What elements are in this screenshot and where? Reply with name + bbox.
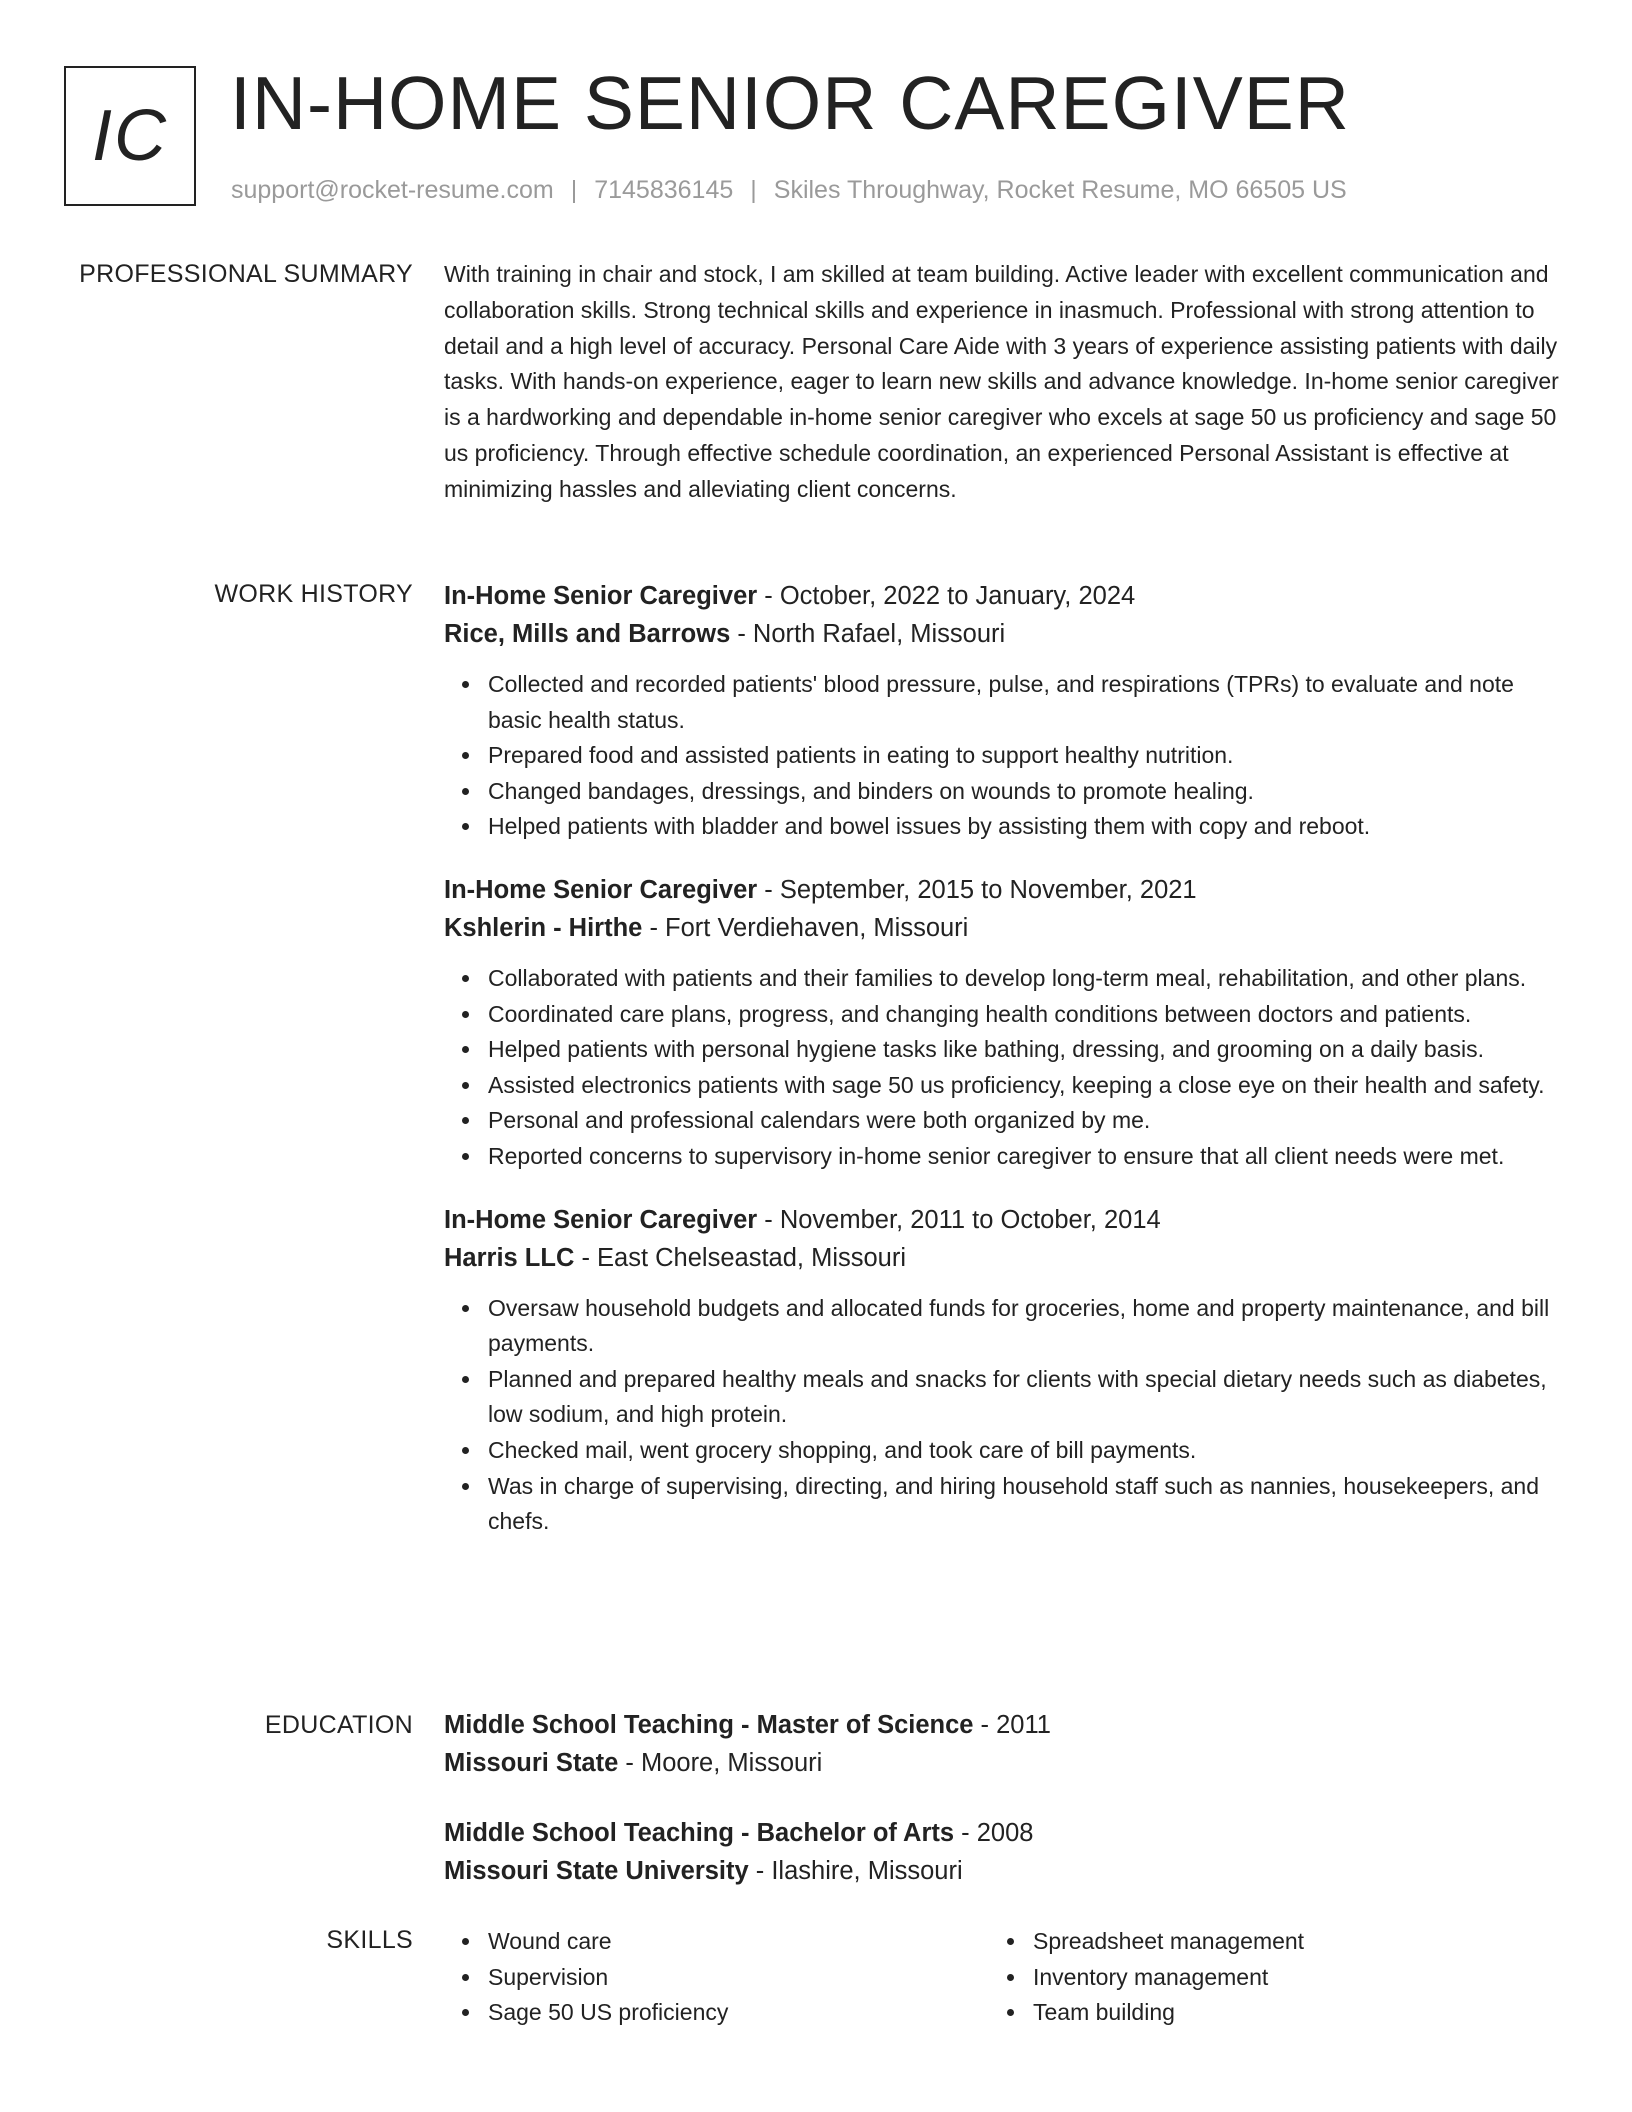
job-role: In-Home Senior Caregiver	[444, 582, 758, 610]
job-bullet: Oversaw household budgets and allocated funds for groceries, home and property maintenance, and bill payments.	[488, 1291, 1564, 1362]
phone-number: 7145836145	[594, 176, 734, 204]
job-entry	[444, 871, 1564, 1175]
skill-item: Supervision	[488, 1960, 989, 1996]
education-year: - 2008	[954, 1819, 1034, 1847]
job-company-line	[444, 909, 1564, 947]
job-company-line	[444, 615, 1564, 653]
job-bullet: Helped patients with bladder and bowel issues by assisting them with copy and reboot.	[488, 809, 1564, 845]
summary-text: With training in chair and stock, I am skilled at team building. Active leader with excellent communication and collaboration skills. Strong technical skills and experience in inasmuch. Professional with strong attention to detail and a high level of accuracy. Personal Care Aide with 3 years of experience assisting patients with daily tasks. With hands-on experience, eager to learn new skills and advance knowledge. In-home senior caregiver is a hardworking and dependable in-home senior caregiver who excels at sage 50 us proficiency and sage 50 us proficiency. Through effective schedule coordination, an experienced Personal Assistant is effective at minimizing hassles and alleviating client concerns.	[444, 261, 1559, 502]
education-degree-line	[444, 1814, 1564, 1852]
contact-line	[231, 174, 1347, 206]
skills-list-left	[444, 1924, 989, 2031]
job-location: - North Rafael, Missouri	[730, 620, 1006, 648]
skill-item: Spreadsheet management	[1033, 1924, 1534, 1960]
job-role-line	[444, 577, 1564, 615]
job-bullet: Reported concerns to supervisory in-home senior caregiver to ensure that all client needs were met.	[488, 1139, 1564, 1175]
education-school: Missouri State	[444, 1749, 619, 1777]
job-bullets	[444, 1291, 1564, 1540]
candidate-name: IN-HOME SENIOR CAREGIVER	[230, 61, 1350, 145]
skill-item: Sage 50 US proficiency	[488, 1995, 989, 2031]
job-role-line	[444, 871, 1564, 909]
job-role: In-Home Senior Caregiver	[444, 875, 758, 904]
job-bullet: Collaborated with patients and their families to develop long-term meal, rehabilitation, and other plans.	[488, 961, 1564, 997]
job-role: In-Home Senior Caregiver	[444, 1205, 758, 1234]
job-dates: - November, 2011 to October, 2014	[757, 1205, 1161, 1234]
education-year: - 2011	[973, 1711, 1051, 1739]
education-degree-line	[444, 1706, 1564, 1744]
education-degree: Middle School Teaching - Master of Science	[444, 1711, 974, 1739]
job-bullet: Assisted electronics patients with sage 50 us proficiency, keeping a close eye on their health and safety.	[488, 1068, 1564, 1104]
education-degree: Middle School Teaching - Bachelor of Arts	[444, 1819, 955, 1847]
job-bullet: Planned and prepared healthy meals and snacks for clients with special dietary needs such as diabetes, low sodium, and high protein.	[488, 1362, 1564, 1433]
job-location: - Fort Verdiehaven, Missouri	[642, 913, 969, 942]
contact-separator: |	[570, 176, 578, 204]
contact-separator: |	[750, 176, 757, 204]
education-location: - Moore, Missouri	[618, 1749, 823, 1777]
education-entry	[444, 1814, 1564, 1890]
section-title-education: EDUCATION	[264, 1711, 413, 1739]
skills-grid	[444, 1924, 1564, 2031]
section-title-skills: SKILLS	[326, 1926, 413, 1954]
job-bullets	[444, 961, 1564, 1175]
job-bullets	[444, 667, 1564, 845]
education-school: Missouri State University	[444, 1857, 749, 1885]
education-entry	[444, 1706, 1564, 1782]
education-location: - Ilashire, Missouri	[748, 1857, 963, 1885]
skills-body	[444, 1924, 1564, 2031]
job-entry	[444, 577, 1564, 845]
job-bullet: Was in charge of supervising, directing, and hiring household staff such as nannies, housekeepers, and chefs.	[488, 1469, 1564, 1540]
education-school-line	[444, 1852, 1564, 1890]
job-bullet: Coordinated care plans, progress, and changing health conditions between doctors and patients.	[488, 997, 1564, 1033]
job-entry	[444, 1201, 1564, 1540]
job-company-line	[444, 1239, 1564, 1277]
address: Skiles Throughway, Rocket Resume, MO 66505 US	[773, 176, 1347, 204]
skill-item: Team building	[1033, 1995, 1534, 2031]
section-title-summary: PROFESSIONAL SUMMARY	[79, 260, 413, 288]
job-company: Harris LLC	[444, 1243, 575, 1272]
job-bullet: Personal and professional calendars were both organized by me.	[488, 1103, 1564, 1139]
skill-item: Wound care	[488, 1924, 989, 1960]
monogram-logo: IC	[64, 66, 196, 206]
skills-list-right	[989, 1924, 1534, 2031]
job-bullet: Prepared food and assisted patients in eating to support healthy nutrition.	[488, 738, 1564, 774]
job-company: Kshlerin - Hirthe	[444, 913, 643, 942]
job-dates: - October, 2022 to January, 2024	[757, 582, 1136, 610]
job-bullet: Checked mail, went grocery shopping, and took care of bill payments.	[488, 1433, 1564, 1469]
job-bullet: Collected and recorded patients' blood pressure, pulse, and respirations (TPRs) to evaluate and note basic health status.	[488, 667, 1564, 738]
section-title-work-history: WORK HISTORY	[214, 580, 413, 608]
education-school-line	[444, 1744, 1564, 1782]
job-location: - East Chelseastad, Missouri	[574, 1243, 906, 1272]
job-dates: - September, 2015 to November, 2021	[757, 875, 1197, 904]
job-bullet: Helped patients with personal hygiene tasks like bathing, dressing, and grooming on a daily basis.	[488, 1032, 1564, 1068]
job-company: Rice, Mills and Barrows	[444, 620, 731, 648]
skill-item: Inventory management	[1033, 1960, 1534, 1996]
job-role-line	[444, 1201, 1564, 1239]
work-history-body	[444, 577, 1564, 1566]
education-body	[444, 1706, 1564, 1922]
email-link[interactable]: support@rocket-resume.com	[231, 176, 554, 204]
summary-body	[444, 257, 1564, 508]
job-bullet: Changed bandages, dressings, and binders on wounds to promote healing.	[488, 774, 1564, 810]
